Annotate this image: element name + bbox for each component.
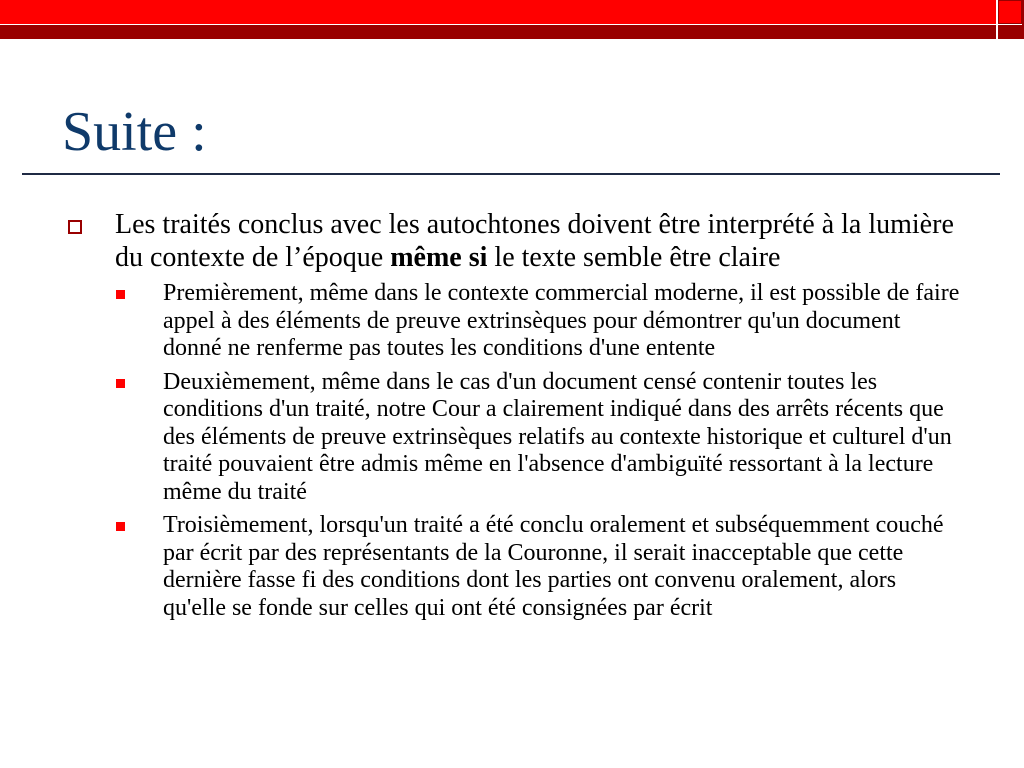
filled-square-bullet-icon bbox=[116, 290, 125, 299]
main-point-emphasis: même si bbox=[390, 242, 488, 273]
header-corner-box-bottom bbox=[998, 25, 1022, 39]
sub-point-text: Troisièmement, lorsqu'un traité a été conclu oralement et subséquemment couché par écrit par des représentants de la Couronne, il serait inacceptable que cette dernière fasse fi des conditions dont les parties ont convenu oralement, alors qu'elle se fonde sur celles qui ont été consignées par écrit bbox=[163, 512, 944, 621]
main-point-text-after: le texte semble être claire bbox=[487, 242, 781, 273]
sub-point-text: Premièrement, même dans le contexte commercial moderne, il est possible de faire appel à des éléments de preuve extrinsèques pour démontrer qu'un document donné ne renferme pas toutes les conditions d'une entente bbox=[163, 280, 960, 361]
slide-title: Suite : bbox=[62, 101, 207, 163]
sub-bullet-point bbox=[115, 280, 964, 363]
header-band-red bbox=[0, 0, 996, 24]
title-divider bbox=[22, 173, 1000, 175]
header-band-dark bbox=[0, 25, 996, 39]
sub-bullet-point bbox=[115, 369, 964, 507]
hollow-square-bullet-icon bbox=[68, 220, 82, 234]
filled-square-bullet-icon bbox=[116, 522, 125, 531]
main-point-text-before: Les traités conclus avec les autochtones doivent être interprété à la lumière du contexte de l’époque bbox=[115, 209, 954, 273]
sub-bullet-list bbox=[64, 280, 964, 622]
filled-square-bullet-icon bbox=[116, 379, 125, 388]
main-bullet-point bbox=[64, 208, 964, 274]
header-corner-box-top bbox=[998, 0, 1022, 24]
sub-bullet-point bbox=[115, 512, 964, 622]
sub-point-text: Deuxièmement, même dans le cas d'un document censé contenir toutes les conditions d'un traité, notre Cour a clairement indiqué dans des arrêts récents que des éléments de preuve extrinsèques relatifs au contexte historique et culturel d'un traité pouvaient être admis même en l'absence d'ambiguïté ressortant à la lecture même du traité bbox=[163, 368, 952, 505]
slide-body bbox=[64, 208, 964, 628]
